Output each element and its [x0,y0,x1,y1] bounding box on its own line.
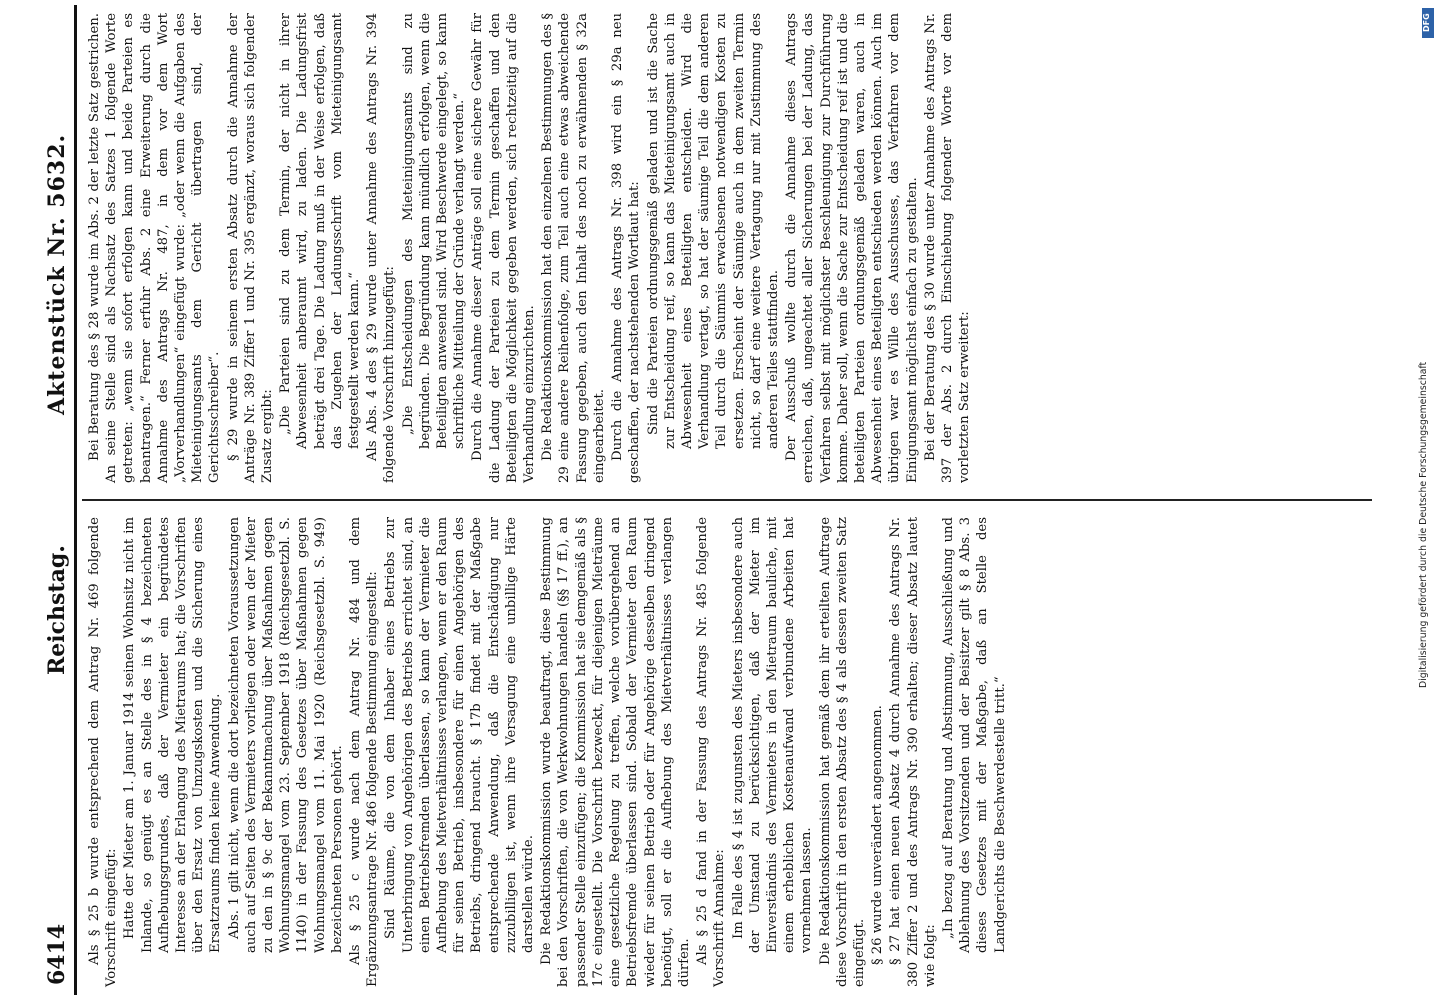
paragraph: Hatte der Mieter am 1. Januar 1914 seinen Wohnsitz nicht im Inlande, so genügt es an Stelle des in § 4 bezeichneten Aufhebungsgrundes, daß der Vermieter ein begründetes Interesse an der Erlangung des Mietraums hat; die Vorschriften über den Ersatz von Umzugskosten und die Sicherung eines Ersatzraums finden keine Anwendung. [122,517,224,953]
paragraph: Als § 25 d fand in der Fassung des Antrags Nr. 485 folgende Vorschrift Annahme: [695,517,728,987]
paragraph: Die Redaktionskommission hat gemäß dem ihr erteilten Auftrage diese Vorschrift in den ersten Absatz des § 4 als dessen zweiten Satz eingefügt. [817,517,867,987]
dfg-logo [1422,8,1434,40]
rotated-page-content [30,5,1402,995]
paragraph: „Die Entscheidungen des Mieteinigungsamts sind zu begründen. Die Begründung kann mündlich erfolgen, wenn die Beteiligten anwesend sind. Wird Beschwerde eingelegt, so kann schriftliche Mitteilung der Gründe verlangt werden.“ [400,13,468,449]
header-rule [74,5,77,995]
left-column [86,517,1009,987]
paragraph: Durch die Annahme dieser Anträge soll eine sichere Gewähr für die Ladung der Parteien zu dem Termin geschaffen und den Beteiligten die Möglichkeit gegeben werden, sich rechtzeitig auf die Verhandlung einzurichten. [470,13,538,483]
paragraph: Abs. 1 gilt nicht, wenn die dort bezeichneten Voraussetzungen auch auf Seiten des Vermieters vorliegen oder wenn der Mieter zu den in § 9c der Bekanntmachung über Maßnahmen gegen Wohnungsmangel vom 23. September 1918 (Reichsgesetzbl. S. 1140) in der Fassung des Gesetzes über Maßnahmen gegen Wohnungsmangel vom 11. Mai 1920 (Reichsgesetzbl. S. 949) bezeichneten Personen gehört. [226,517,345,953]
paragraph: Sind Räume, die von dem Inhaber eines Betriebs zur Unterbringung von Angehörigen des Betriebs errichtet sind, an einen Betriebsfremden überlassen, so kann der Vermieter die Aufhebung des Mietverhältnisses verlangen, wenn er den Raum für seinen Betrieb, insbesondere für einen Angehörigen des Betriebs, dringend braucht. § 17b findet mit der Maßgabe entsprechende Anwendung, daß die Entschädigung nur zuzubilligen ist, wenn ihre Versagung eine unbillige Härte darstellen würde. [383,517,537,953]
paragraph: Sind die Parteien ordnungsgemäß geladen und ist die Sache zur Entscheidung reif, so kann das Mieteinigungsamt auch in Abwesenheit eines Beteiligten entscheiden. Wird die Verhandlung vertagt, so hat der säumige Teil die dem anderen Teil durch die Säumnis erwachsenen notwendigen Kosten zu ersetzen. Erscheint der Säumige auch in dem zweiten Termin nicht, so darf eine weitere Vertagung nur mit Zustimmung des anderen Teiles stattfinden. [645,13,781,449]
paragraph: Im Falle des § 4 ist zugunsten des Mieters insbesondere auch der Umstand zu berücksichtigen, daß der Mieter im Einverständnis des Vermieters in den Mietraum bauliche, mit einem erheblichen Kostenaufwand verbundene Arbeiten hat vornehmen lassen. [730,517,815,953]
paragraph: „In bezug auf Beratung und Abstimmung, Ausschließung und Ablehnung des Vorsitzenden und der Beisitzer gilt § 8 Abs. 3 dieses Gesetzes mit der Maßgabe, daß an Stelle des Landgerichts die Beschwerdestelle tritt.“ [940,517,1008,953]
paragraph: Als § 25 c wurde nach dem Antrag Nr. 484 und dem Ergänzungsantrage Nr. 486 folgende Bestimmung eingestellt: [348,517,381,987]
paragraph: § 26 wurde unverändert angenommen. [870,705,886,965]
digitization-credit: Digitalisierung gefördert durch die Deutsche Forschungsgemeinschaft [1418,361,1429,688]
paragraph: § 27 hat einen neuen Absatz 4 durch Annahme des Antrags Nr. 380 Ziffer 2 und des Antrags Nr. 390 erhalten; dieser Absatz lautet wie folgt: [888,517,938,987]
paragraph: Als Abs. 4 des § 29 wurde unter Annahme des Antrags Nr. 394 folgende Vorschrift hinzugefügt: [365,13,398,483]
paragraph: „Die Parteien sind zu dem Termin, der nicht in ihrer Abwesenheit anberaumt wird, zu laden. Die Ladungsfrist beträgt drei Tage. Die Ladung muß in der Weise erfolgen, daß das Zugehen der Ladungsschrift vom Mieteinigungsamt festgestellt werden kann.“ [278,13,363,449]
header-center-title: Reichstag. [44,545,70,675]
paragraph: Durch die Annahme des Antrags Nr. 398 wird ein § 29a neu geschaffen, der nachstehenden Wortlaut hat: [610,13,643,483]
paragraph: Bei der Beratung des § 30 wurde unter Annahme des Antrags Nr. 397 der Abs. 2 durch Einschiebung folgender Worte vor dem vorletzten Satz erweitert: [922,13,973,483]
paragraph: Die Redaktionskommission hat den einzelnen Bestimmungen des § 29 eine andere Reihenfolge, zum Teil auch eine etwas abweichende Fassung gegeben, auch den Inhalt des noch zu erwähnenden § 32a eingearbeitet. [540,13,607,483]
paragraph: Der Ausschuß wollte durch die Annahme dieses Antrags erreichen, daß, ungeachtet aller Sicherungen bei der Ladung, das Verfahren selbst mit möglichster Beschleunigung zur Durchführung komme. Daher soll, wenn die Sache zur Entscheidung reif ist und die beteiligten Parteien ordnungsgemäß geladen waren, auch in Abwesenheit eines Beteiligten entschieden werden können. Auch im übrigen war es Wille des Ausschusses, das Verfahren vor dem Einigungsamt möglichst einfach zu gestalten. [784,13,920,483]
right-column [86,13,973,483]
dfg-logo-text: DFG [1422,8,1434,38]
page-header [44,5,78,995]
page-number: 6414 [44,923,70,985]
header-right-title: Aktenstück Nr. 5632. [44,133,70,415]
paragraph: Die Redaktionskommission wurde beauftragt, diese Bestimmung bei den Vorschriften, die von Werkwohnungen handeln (§§ 17 ff.), an passender Stelle einzufügen; die Kommission hat sie demgemäß als § 17c eingestellt. Die Vorschrift bezweckt, für diejenigen Mieträume eine gesetzliche Regelung zu treffen, welche vorübergehend an Betriebsfremde überlassen sind. Sobald der Vermieter den Raum wieder für seinen Betrieb oder für Angehörige desselben dringend benötigt, soll er die Aufhebung des Mietverhältnisses verlangen dürfen. [539,517,692,987]
paragraph: § 29 wurde in seinem ersten Absatz durch die Annahme der Anträge Nr. 389 Ziffer 1 und Nr. 395 ergänzt, woraus sich folgender Zusatz ergibt: [225,13,276,483]
column-divider [82,499,1372,501]
paragraph: Bei Beratung des § 28 wurde im Abs. 2 der letzte Satz gestrichen. An seine Stelle sind als Nachsatz des Satzes 1 folgende Worte getreten: „wenn sie sofort erfolgen kann und beide Parteien es beantragen.“ Ferner erfuhr Abs. 2 eine Erweiterung durch die Annahme des Antrags Nr. 487, in dem vor dem Wort „Vorverhandlungen“ eingefügt wurde: „oder wenn die Aufgaben des Mieteinigungsamts dem Gericht übertragen sind, der Gerichtsschreiber“. [87,13,223,483]
paragraph: Als § 25 b wurde entsprechend dem Antrag Nr. 469 folgende Vorschrift eingefügt: [87,517,120,987]
